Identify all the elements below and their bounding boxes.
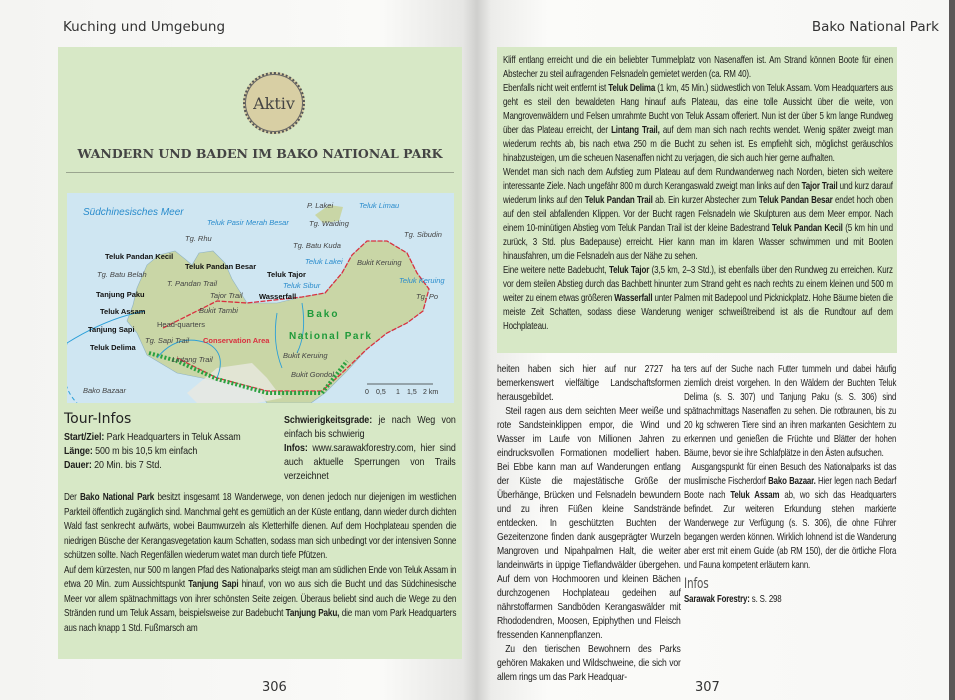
bold-term: Tanjung Paku, <box>285 607 340 619</box>
map-label: Tg. Po <box>416 292 439 301</box>
paragraph <box>64 563 456 636</box>
bold-term: Wasserfall <box>614 292 653 304</box>
paragraph <box>497 642 681 684</box>
text-run: unter Palmen mit Badepool und Picknickplatz. Hohe Bäume bieten die meiste Zeit Schatten, sodass diese Wanderung weniger schweißtreibend ist als die Rundtour auf dem Hochplateau. <box>503 292 893 332</box>
map-label: Conservation Area <box>203 336 270 345</box>
map-label: Tg. Batu Belah <box>97 270 147 279</box>
text-run: Wendet man sich nach dem Aufstieg zum Plateau auf dem Rundwanderweg nach Norden, bieten sich weitere interessante Ziele. Nach ungefähr 800 m durch Kerangaswald zweigt man links auf den <box>503 166 893 192</box>
map-label: Teluk Lakei <box>305 257 343 266</box>
map-label: Teluk Pandan Kecil <box>105 252 174 261</box>
text-run: Kliff entlang erreicht und die ein beliebter Tummelplatz von Nasenaffen ist. Am Strand können Boote für einen Abstecher zu steil aufragenden Felsnadeln gemietet werden (ca. RM 40). <box>503 54 893 80</box>
tour-infos-heading: Tour-Infos <box>64 411 132 427</box>
park-label: National Park <box>289 331 373 342</box>
difficulty-value: je nach Weg von einfach bis schwierig <box>284 414 456 440</box>
map-label: Bukit Gondol <box>291 370 334 379</box>
tour-infos <box>64 430 279 472</box>
map-label: Teluk Limau <box>359 201 400 210</box>
paragraph <box>64 490 456 563</box>
map-label: Bukit Keruing <box>357 258 402 267</box>
map-label: Bukit Tambi <box>199 306 238 315</box>
bold-term: Bako Bazaar. <box>768 475 816 487</box>
text-run: Ausgangspunkt für einen Besuch des Nationalparks ist das muslimische Fischerdorf <box>684 461 897 487</box>
map-label: T. Pandan Trail <box>167 279 218 288</box>
text-run: Steil ragen aus dem seichten Meer weiße und rote Sandsteinklippen empor, die Wind und Wasser im Laufe von Millionen Jahren zu eindrucksvollen Formationen modelliert haben. Bei Ebbe kann man auf Wanderungen entlang der Küste die majestätische Größe der Überhänge, Brücken und Felsnadeln bewundern und zu ihren Füßen kleine Sandstrände entdecken. In geschützten Buchten der Gezeitenzone finden dank ausgeprägter Wurzeln Mangroven und Nipahpalmen Halt, die weiter landeinwärts in üppige Tieflandwälder übergehen. Auf dem von Hochmooren und kleinen Bächen durchzogenen Hochplateau gedeihen auf nährstoffarmen Sandböden Kerangaswälder mit Rhododendren, Moosen, Epiphythen und Fleisch fressenden Kannenpflanzen. <box>497 405 681 641</box>
map <box>67 193 454 403</box>
text-run: endet hoch oben auf den steil abfallenden Klippen. Vor der Bucht ragen Felsnadeln wie Skulpturen aus dem Meer empor. Nach einem 10-minütigen Abstieg vom Teluk Pandan Trail ist der kleine Badestrand <box>503 194 893 234</box>
map-label: Teluk Keruing <box>399 276 445 285</box>
paragraph <box>503 165 893 263</box>
map-label: Tanjung Sapi <box>88 325 135 334</box>
map-label: Tajor Trail <box>210 291 243 300</box>
map-label: Head-quarters <box>157 320 205 329</box>
box-title: WANDERN UND BADEN IM BAKO NATIONAL PARK <box>77 146 443 161</box>
infos-label: Sarawak Forestry: <box>684 593 750 605</box>
map-label: Teluk Pandan Besar <box>185 262 257 271</box>
map-label: Teluk Sibur <box>283 281 321 290</box>
text-run: Zu den tierischen Bewohnern des Parks gehören Makaken und Wildschweine, die sich vor allem rings um das Park Headquar- <box>497 643 681 683</box>
infos-label: Infos: <box>284 442 308 454</box>
box-body <box>503 53 893 333</box>
bold-term: Tajor Trail <box>801 180 838 192</box>
bold-term: Teluk Tajor <box>608 264 650 276</box>
text-run: ab, wo sich das Headquarters befindet. Zur weiteren Erkundung stehen markierte Wanderwege zur Verfügung (s. S. 306), die ohne Führer begangen werden können. Wirklich lohnend ist die Wanderung aber erst mit einem Guide (ab RM 150), der die örtliche Flora und Fauna kompetent erläutern kann. <box>684 489 897 571</box>
text-run: Eine weitere nette Badebucht, <box>503 264 609 276</box>
map-label: Teluk Assam <box>100 307 146 316</box>
bold-term: Teluk Pandan Trail <box>584 194 653 206</box>
scale-tick: 1 <box>396 389 400 396</box>
text-column-1 <box>497 362 681 684</box>
box-body <box>64 490 456 635</box>
right-page <box>477 0 949 700</box>
paragraph <box>503 53 893 81</box>
duration-label: Dauer: <box>64 459 92 471</box>
map-label: Tg. Sibudin <box>404 230 442 239</box>
map-label: Tanjung Paku <box>96 290 145 299</box>
text-run: Ebenfalls nicht weit entfernt ist <box>503 82 609 94</box>
text-run: (3,5 km, 2–3 Std.), ist ebenfalls über den Rundweg zu erreichen. Kurz vor dem steilen Abstieg durch das Bachbett hinunter zum Strand geht es nach rechts zu einem kleinen und 500 m weiter zu einem etwas größeren <box>503 264 893 304</box>
text-run: heiten haben sich hier auf nur 2727 ha bemerkenswert vielfältige Landschaftsformen herausgebildet. <box>497 363 681 403</box>
book-edge <box>949 0 955 700</box>
sea-label: Südchinesisches Meer <box>83 207 184 218</box>
text-run: Der <box>64 491 81 503</box>
infos-heading: Infos <box>684 576 709 592</box>
map-label: Bukit Keruing <box>283 351 328 360</box>
map-label: Teluk Tajor <box>267 270 306 279</box>
text-run: Hier legen nach Bedarf Boote nach <box>684 475 897 501</box>
page-number: 306 <box>262 680 287 695</box>
map-label: Tg. Waiding <box>309 219 349 228</box>
left-page <box>0 0 477 700</box>
infos-value: s. S. 298 <box>749 593 782 605</box>
text-run: ab. Ein kurzer Abstecher zum <box>652 194 759 206</box>
text-run: auf dem man sich nach rechts wendet. Wenig später zweigt man wiederum rechts ab, bis nach etwa 250 m die Bucht zu sehen ist. Es empfiehlt sich, möglichst geräuschlos hinabzusteigen, um die scheuen Nasenaffen nicht zu verjagen, die sich auch hier gerne aufhalten. <box>503 124 893 164</box>
start-value: Park Headquarters in Teluk Assam <box>104 431 241 443</box>
tour-infos-right <box>284 413 456 483</box>
duration-value: 20 Min. bis 7 Std. <box>91 459 162 471</box>
park-label: Bako <box>307 309 340 320</box>
map-label: Wasserfall <box>259 292 297 301</box>
page-number: 307 <box>695 680 720 695</box>
scale-tick: 0,5 <box>376 389 386 396</box>
scale-tick: 1,5 <box>407 389 417 396</box>
bold-term: Teluk Assam <box>730 489 780 501</box>
map-label: Tg. Sapi Trail <box>145 336 190 345</box>
map-label: Bako Bazaar <box>83 386 126 395</box>
bold-term: Teluk Delima <box>608 82 656 94</box>
running-head: Bako National Park <box>811 19 939 35</box>
infos-value: www.sarawakforestry.com, hier sind auch aktuelle Sperrungen von Trails verzeichnet <box>284 442 456 482</box>
paragraph <box>684 362 896 460</box>
stamp-label: Aktiv <box>253 93 295 113</box>
text-run: und kurz darauf wiederum links auf den <box>503 180 893 206</box>
bold-term: Lintang Trail, <box>611 124 660 136</box>
bold-term: Teluk Pandan Besar <box>758 194 833 206</box>
divider <box>66 172 454 173</box>
text-run: Auf dem kürzesten, nur 500 m langen Pfad des Nationalparks steigt man am südlichen Ende von Teluk Assam in etwa 20 Min. zum Aussichtspunkt <box>64 563 457 590</box>
map-label: P. Lakei <box>307 201 334 210</box>
paragraph <box>503 263 893 333</box>
paragraph <box>503 81 893 165</box>
length-value: 500 m bis 10,5 km einfach <box>92 445 198 457</box>
aktiv-stamp <box>243 72 305 134</box>
paragraph <box>497 404 681 642</box>
bold-term: Teluk Pandan Kecil <box>771 222 843 234</box>
text-run: hinauf, von wo aus sich die Bucht und das Südchinesische Meer vor allem spätnachmittags von ihrer schönsten Seite zeigen. Überaus beliebt sind auch die Wege zu den Stränden rund um Teluk Assam, beispielsweise zur Badebucht <box>64 578 457 619</box>
start-label: Start/Ziel: <box>64 431 105 443</box>
map-label: Teluk Delima <box>90 343 136 352</box>
text-run: besitzt insgesamt 18 Wanderwege, von denen jedoch nur diejenigen im westlichen Parkteil öffentlich zugänglich sind. Manchmal geht es gemütlich an der Küste entlang, dann wieder durch dichten Wald fast senkrecht aufwärts, wobei Baumwurzeln als Kletterhilfe dienen. Auf dem Hochplateau spenden die niedrigen Büsche der Kerangasvegetation kaum Schatten, sodass man sich unbedingt vor der intensiven Sonne schützen sollte. Nach Regenfällen wiederum watet man durch tiefe Pfützen. <box>64 491 457 561</box>
length-label: Länge: <box>64 445 93 457</box>
map-label: Tg. Batu Kuda <box>293 241 341 250</box>
paragraph <box>497 362 681 404</box>
paragraph <box>684 460 896 572</box>
map-label: Teluk Pasir Merah Besar <box>207 218 289 227</box>
map-label: Tg. Rhu <box>185 234 212 243</box>
text-run: (5 km hin und zurück, 3 Std. plus Badepause) erreicht. Hier kann man im klaren Wasser schwimmen und mit Booten hinausfahren, um die Felsnadeln aus der Nähe zu sehen. <box>503 222 893 262</box>
text-run: (1 km, 45 Min.) südwestlich von Teluk Assam. Vom Headquarters aus geht es steil den bewaldeten Hang hinauf aufs Plateau, das eine tolle Aussicht über die weite, von Mangrovenwäldern und Felsen umrahmte Bucht von Teluk Assam offeriert. Nun ist der über 5 km lange Rundweg über das Plateau erreicht, der <box>503 82 893 136</box>
map-label: Lintang Trail <box>172 355 213 364</box>
scale-tick: 2 km <box>423 389 439 396</box>
infos-section <box>684 576 896 606</box>
text-run: die man vom Park Headquarters aus nach knapp 1 Std. Fußmarsch am <box>64 607 457 634</box>
difficulty-label: Schwierigkeitsgrade: <box>284 414 373 426</box>
text-column-2 <box>684 362 896 606</box>
scale-tick: 0 <box>365 389 369 396</box>
bold-term: Tanjung Sapi <box>188 578 239 590</box>
text-run: ters auf der Suche nach Futter tummeln und dabei häufig ziemlich dreist vorgehen. In den Wäldern der Buchten Teluk Delima (s. S. 307) und Tanjung Paku (s. S. 306) sind spätnachmittags Nasenaffen zu sehen. Die rotbraunen, bis zu 20 kg schweren Tiere sind an ihren markanten Gesichtern zu erkennen und genießen die Früchte und Blätter der hohen Bäume, bevor sie ihre Schlafplätze in den Ästen aufsuchen. <box>684 363 897 459</box>
running-head: Kuching und Umgebung <box>63 19 226 35</box>
bold-term: Bako National Park <box>80 491 155 503</box>
